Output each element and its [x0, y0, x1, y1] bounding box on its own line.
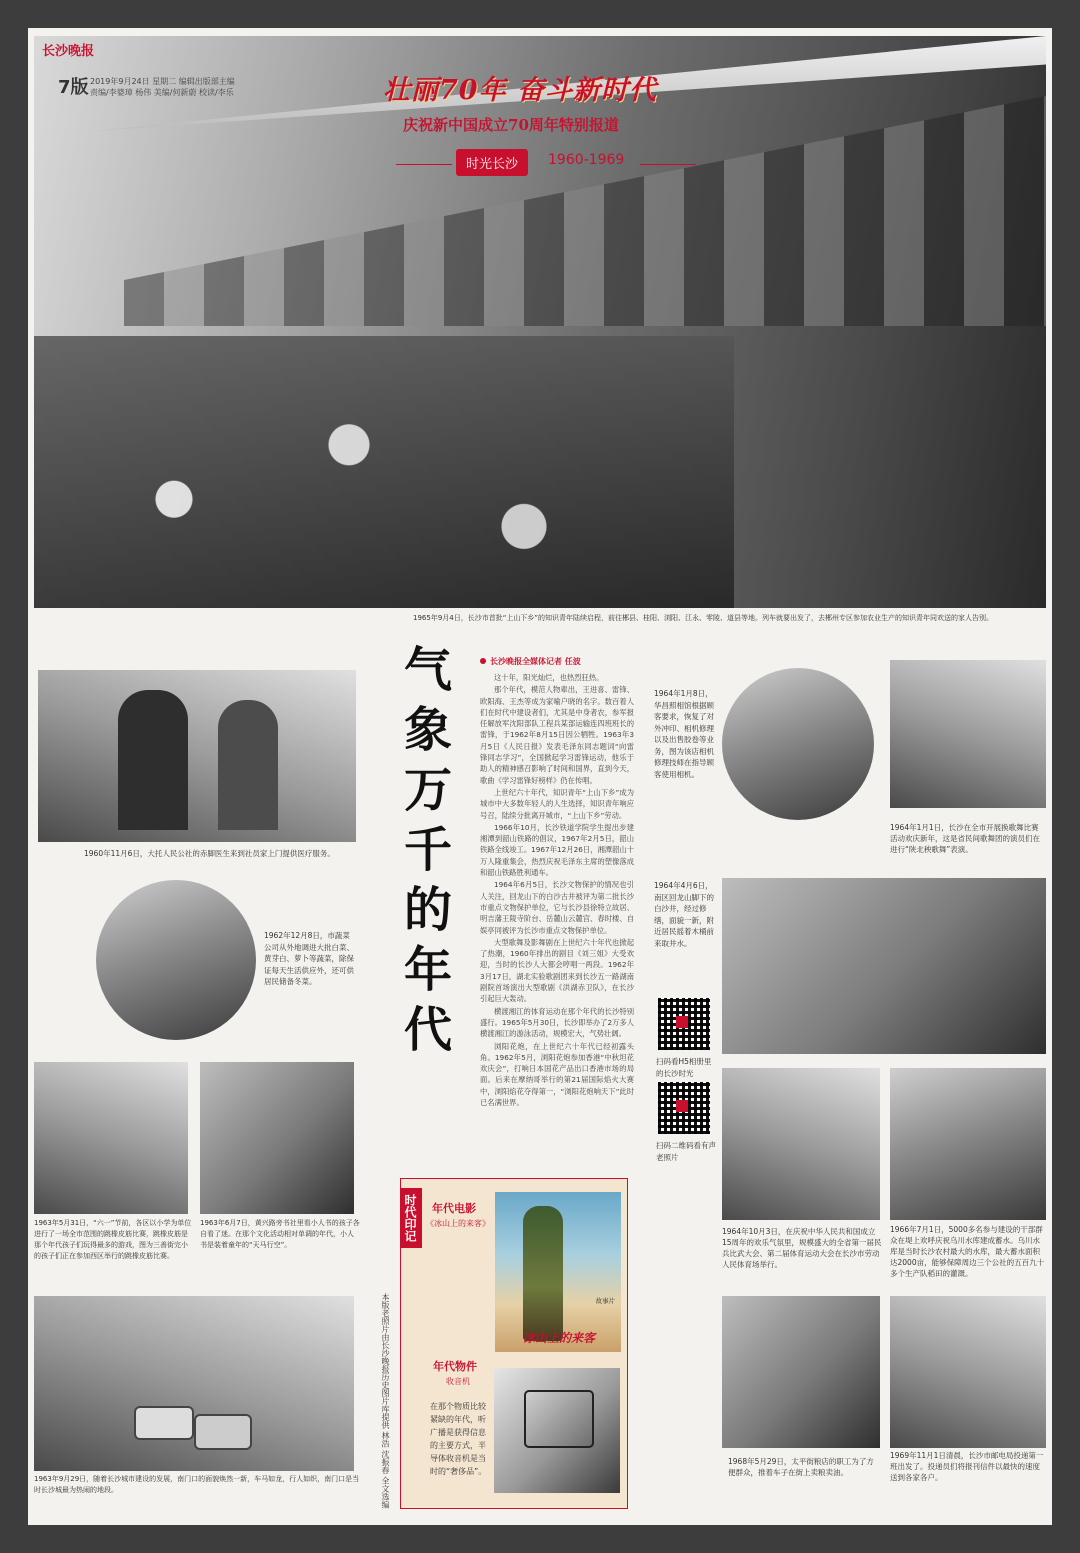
meta-line-1: 2019年9月24日 星期二 编辑出版部主编	[90, 77, 235, 86]
caption-1969: 1969年11月1日清晨，长沙市邮电局投递第一班出发了。投递员们将报刊信件以最快的速度送到各家各户。	[890, 1451, 1044, 1482]
article-body	[480, 672, 634, 1109]
section-tag: 时光长沙	[456, 149, 528, 176]
caption-1963-b: 1963年6月7日，黄兴路旁书社里看小人书的孩子各自看了迷。在那个文化活动相对单调的年代，小人书是装着童年的“天马行空”。	[200, 1219, 360, 1249]
title-char: 代	[403, 1002, 452, 1058]
tag-rule-left	[396, 164, 452, 165]
crowd	[34, 336, 734, 608]
poster-title: 冰山上的来客	[523, 1331, 596, 1345]
article-paragraph: 上世纪六十年代，知识青年“上山下乡”成为城市中大多数年轻人的人生选择，知识青年响应号召，陆续分批离开城市，“上山下乡”劳动。	[480, 787, 634, 820]
photo-1963-nanmenkou	[34, 1296, 354, 1471]
radio-photo	[494, 1368, 620, 1493]
photo-1964-sports-meet	[722, 1068, 880, 1220]
section-years: 1960-1969	[548, 152, 625, 168]
photo-1964-yangge-dance	[890, 660, 1046, 808]
meta-line-2: 责编/李婆璋 杨伟 美编/何新蔚 校读/李乐	[90, 88, 234, 97]
caption-1964-b: 1964年1月1日，长沙在全市开展换歌舞比赛活动欢庆新年，这是省民间歌舞团的演员们在进行“陕北秧歌舞”表演。	[890, 823, 1040, 854]
title-char: 气	[403, 642, 452, 698]
era-tag: 时代印记	[400, 1188, 422, 1248]
movie-poster	[495, 1192, 621, 1352]
era-item-label: 年代物件	[433, 1360, 477, 1373]
photo-1963-bookstall	[200, 1062, 354, 1214]
title-char: 千	[403, 822, 452, 878]
poster-figure	[523, 1206, 563, 1341]
bullet-icon	[480, 658, 486, 664]
caption-1964-a: 1964年1月8日，华昌照相馆根据顾客要求，恢复了对外冲印、相机修理以及出售胶卷等业务，图为该店相机修理技师在指导顾客使用相机。	[654, 689, 714, 779]
qr1-caption: 扫码看H5相册里的长沙时光	[656, 1057, 712, 1078]
title-char: 万	[403, 762, 452, 818]
hero-caption: 1965年9月4日，长沙市首批“上山下乡”的知识青年陆续启程，前往郴县、桂阳、浏阳、江永、零陵、道县等地。列车就要出发了，去郴州专区参加农业生产的知识青年同欢送的家人告别。	[413, 614, 993, 622]
photo-1963-rubber-band	[34, 1062, 188, 1214]
qr2-caption: 扫码二维码看有声老照片	[656, 1141, 716, 1162]
qr-code-audio[interactable]	[658, 1082, 710, 1134]
feature-title	[398, 640, 458, 1060]
caption-1962: 1962年12月8日，市蔬菜公司从外地调进大批白菜、黄芽白、萝卜等蔬菜，除保证每天生活供应外，还可供居民储备冬菜。	[264, 931, 354, 986]
caption-1960: 1960年11月6日，大托人民公社的赤脚医生来到社员家上门提供医疗服务。	[84, 849, 335, 858]
photo-1964-camera-shop	[722, 668, 874, 820]
caption-1968: 1968年5月29日，太平街粮店的职工为了方便群众，推着车子在街上卖粮卖油。	[728, 1457, 874, 1477]
caption-1963-c: 1963年9月29日，随着长沙城市建设的发展，南门口的面貌焕然一新，车马如龙，行人如织，南门口是当时长沙城最为热闹的地段。	[34, 1475, 360, 1494]
photo-credit-vertical: 本版老照片由长沙晚报历史图片库提供 林浩 沈振春 全文选编	[381, 1293, 390, 1509]
caption-1963-a: 1963年5月31日，“六一”节前，各区以小学为单位进行了一场全市范围的跳橡皮筋比赛，跳橡皮筋是那个年代孩子们玩得最多的游戏，图为三善街完小的孩子们正在参加西区举行的跳橡皮筋比赛。	[34, 1219, 192, 1260]
article-paragraph: 大型歌舞及影舞剧在上世纪六十年代也掀起了热潮，1960年排出的剧目《刘三姐》大受欢迎，当时的长沙人大都会哼唱一两段。1962年3月17日，湖北实验歌剧团来到长沙五一路湖南剧院首场演出大型歌剧《洪湖赤卫队》，在长沙引起巨大轰动。	[480, 937, 634, 1004]
radio-icon	[524, 1390, 594, 1448]
title-char: 的	[403, 882, 452, 938]
newspaper-page	[28, 28, 1052, 1525]
article-paragraph: 浏阳花炮，在上世纪六十年代已经初露头角。1962年5月，浏阳花炮参加香港“中秋坦花欢庆会”，打响日本国花产品出口香港市场的局面。后来在摩纳哥举行的第21届国际焰火大赛中，浏阳焰花夺得第一，“浏阳花炮响天下”此时已名满世界。	[480, 1041, 634, 1107]
era-movie-label: 年代电影	[432, 1202, 476, 1215]
qr-code-h5[interactable]	[658, 998, 710, 1050]
article-paragraph: 1966年10月，长沙铁道学院学生提出步建湘潭到韶山铁路的倡议，1967年2月5日，韶山铁路全线竣工。1967年12月26日，湘潭韶山十万人隆重集会，热烈庆祝毛泽东主席的塑像落成和韶山铁路胜利通车。	[480, 822, 634, 878]
article-paragraph: 那个年代，模范人物辈出，王进喜、雷锋、欧阳海、王杰等成为家喻户晓的名字。数百着人们在时代中建设者们，尤其是中身者农，参军报任解放军沈阳部队工程兵某部运输连四班班长的雷锋，于1962年8月15日因公牺牲。1963年3月5日《人民日报》发表毛泽东同志题词“向雷锋同志学习”，全国掀起学习雷锋运动，他乐于助人的精神感召影响了时间和国界，直到今天，歌曲《学习雷锋好榜样》仍在传唱。	[480, 685, 634, 785]
article-paragraph: 1964年6月5日，长沙文物保护的情况也引人关注，回龙山下的白沙古井被评为第二批长沙市重点文物保护单位，它与长沙县徐特立故居、明吉藩王陵寺阶台、岳麓山云麓宫、春时楼、自娱亭同被评为长沙市重点文物保护单位。	[480, 880, 634, 935]
poster-credit: 故事片	[595, 1297, 615, 1305]
title-char: 象	[403, 702, 452, 758]
photo-1968-grain-cart	[722, 1296, 880, 1448]
caption-1966: 1966年7月1日，5000多名参与建设的干部群众在堤上欢呼庆祝乌川水库建成蓄水。乌川水库是当时长沙农村最大的水库，最大蓄水面积达2000亩，能够保障周边三个公社的五百九十多个生产队稻田的灌溉。	[890, 1225, 1045, 1278]
caption-1964-d: 1964年10月3日，在庆祝中华人民共和国成立15周年的欢乐气氛里，规模盛大的全省第一届民兵比武大会、第二届体育运动大会在长沙市劳动人民体育场举行。	[722, 1227, 882, 1269]
photo-1964-baisha-well	[722, 878, 1046, 1054]
article-paragraph: 横渡湘江的体育运动在那个年代的长沙特别盛行。1965年5月30日，长沙即举办了2万多人横渡湘江的游泳活动，规模宏大，气势壮阔。	[480, 1006, 634, 1039]
newspaper-logo: 长沙晚报	[42, 44, 95, 59]
article-paragraph: 这十年，阳光灿烂，也热烈狂热。	[494, 673, 604, 682]
photo-1960-doctor	[38, 670, 356, 842]
page-meta	[90, 76, 235, 98]
era-item-name: 收音机	[446, 1377, 470, 1386]
era-movie-name: 《冰山上的来客》	[426, 1219, 490, 1228]
tag-rule-right	[640, 164, 696, 165]
reporter-byline: 长沙晚报全媒体记者 任波	[480, 656, 581, 667]
page-number: 7版	[58, 77, 89, 98]
era-item-text: 在那个物质比较紧缺的年代，听广播是获得信息的主要方式，半导体收音机是当时的“奢侈品”。	[430, 1402, 487, 1476]
page-headline: 壮丽70年 奋斗新时代	[383, 75, 657, 106]
page-subhead: 庆祝新中国成立70周年特别报道	[403, 116, 619, 134]
photo-1969-post-bikes	[890, 1296, 1046, 1448]
photo-1966-reservoir	[890, 1068, 1046, 1220]
caption-1964-c: 1964年4月6日，南区回龙山脚下的白沙井，经过修缮，面貌一新，附近居民摇着木桶前来取井水。	[654, 881, 714, 948]
title-char: 年	[403, 942, 452, 998]
photo-1962-vegetables	[96, 880, 256, 1040]
